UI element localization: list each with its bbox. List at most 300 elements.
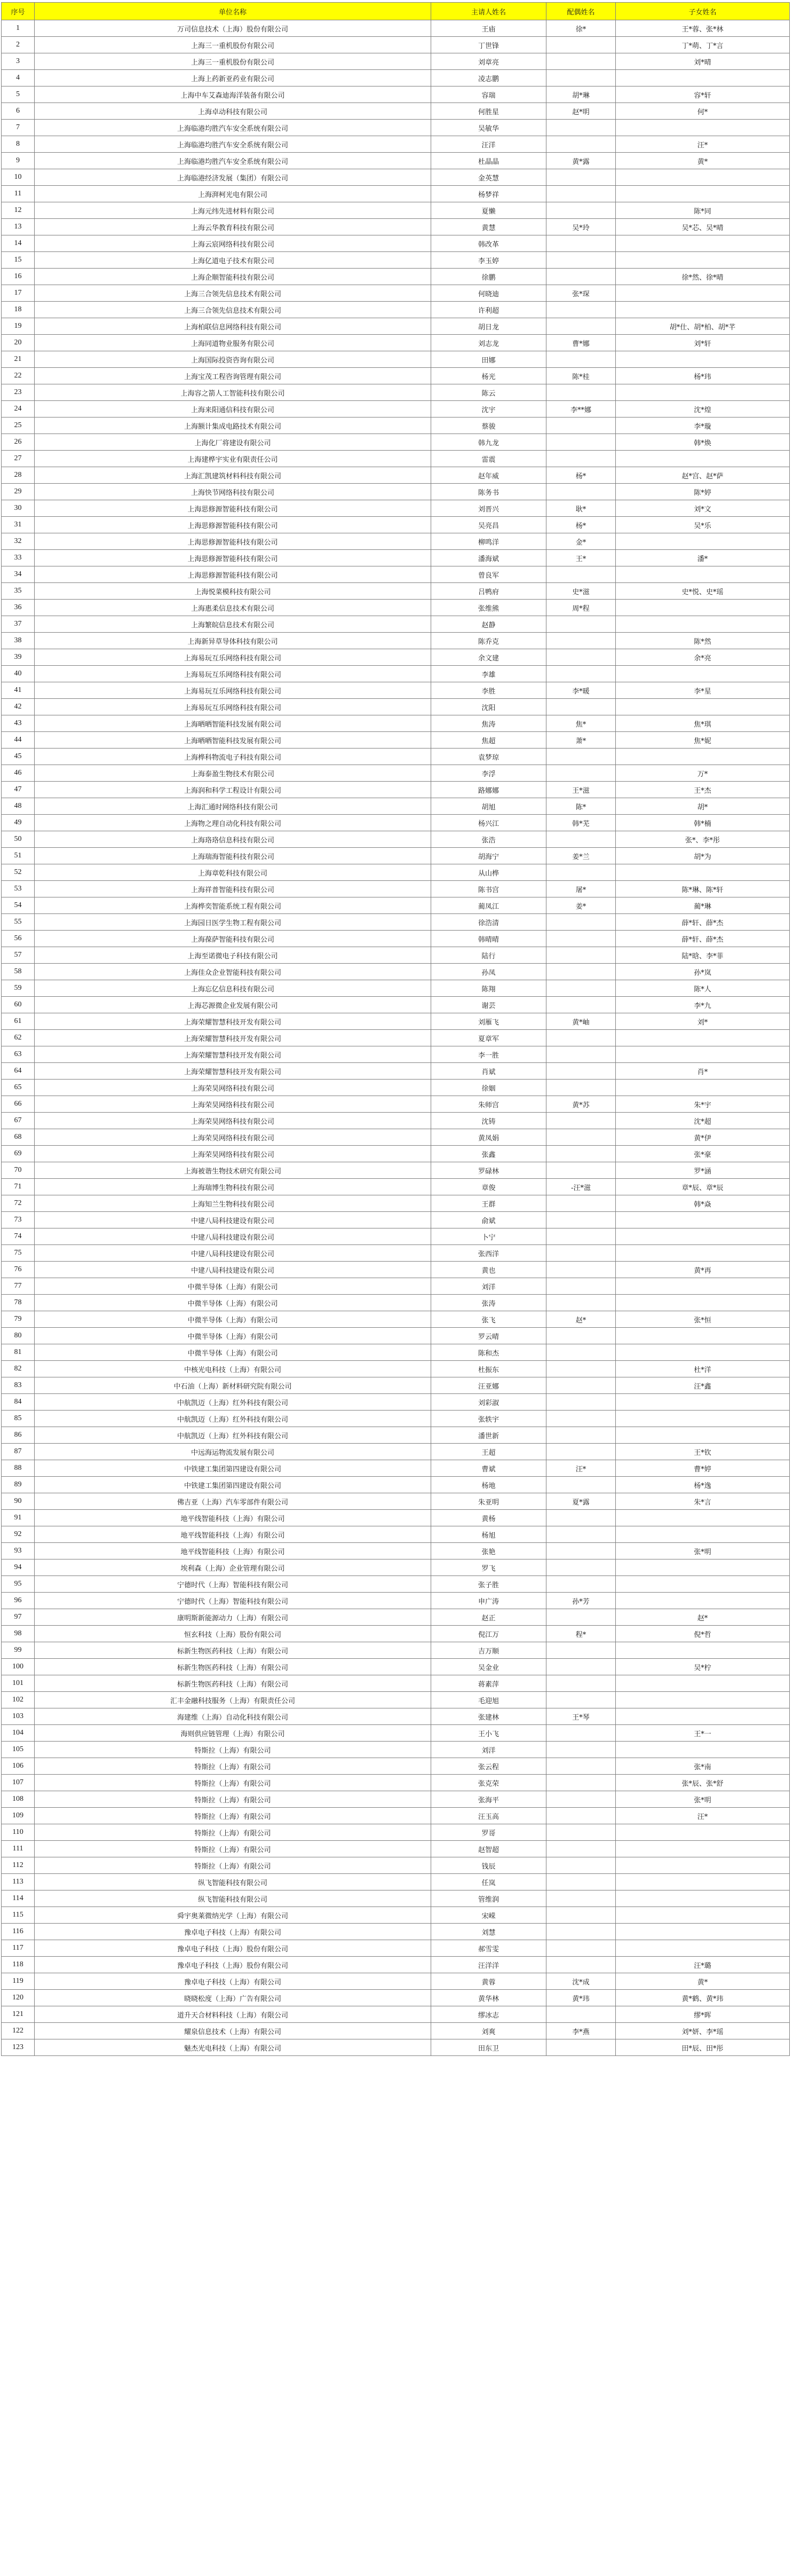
cell-spouse: [546, 2039, 616, 2056]
cell-spouse: [546, 1262, 616, 1278]
cell-applicant: 韩九龙: [431, 434, 546, 451]
table-row: [2, 931, 790, 947]
cell-company: 佛吉亚（上海）汽车零部件有限公司: [35, 1493, 431, 1510]
cell-company: 上海葆萨智能科技有限公司: [35, 931, 431, 947]
table-row: [2, 666, 790, 682]
cell-spouse: [546, 1874, 616, 1890]
table-row: [2, 1808, 790, 1824]
cell-company: 上海荣耀智慧科技开发有限公司: [35, 1013, 431, 1030]
cell-index: 84: [2, 1394, 35, 1411]
cell-spouse: 夏*露: [546, 1493, 616, 1510]
cell-spouse: 孙*芳: [546, 1593, 616, 1609]
cell-spouse: [546, 1113, 616, 1129]
cell-company: 上海易玩互乐网络科技有限公司: [35, 666, 431, 682]
cell-children: [616, 1278, 790, 1295]
cell-children: [616, 1559, 790, 1576]
table-row: [2, 1675, 790, 1692]
cell-spouse: [546, 1377, 616, 1394]
cell-company: 上海思修源智能科技有限公司: [35, 550, 431, 566]
cell-spouse: 史*滋: [546, 583, 616, 600]
cell-index: 74: [2, 1228, 35, 1245]
table-row: [2, 1841, 790, 1857]
cell-children: [616, 1212, 790, 1228]
cell-spouse: [546, 1791, 616, 1808]
cell-company: 康明斯新能源动力（上海）有限公司: [35, 1609, 431, 1626]
cell-spouse: [546, 566, 616, 583]
cell-spouse: [546, 1129, 616, 1146]
cell-company: 上海思修源智能科技有限公司: [35, 500, 431, 517]
cell-applicant: 罗碌林: [431, 1162, 546, 1179]
cell-children: 章*辰、章*辰: [616, 1179, 790, 1195]
table-row: [2, 1394, 790, 1411]
cell-children: 赵*宫、赵*萨: [616, 467, 790, 484]
cell-index: 19: [2, 318, 35, 335]
cell-company: 特斯拉（上海）有限公司: [35, 1775, 431, 1791]
cell-company: 上海汇通时网络科技有限公司: [35, 798, 431, 815]
table-row: [2, 1311, 790, 1328]
cell-index: 71: [2, 1179, 35, 1195]
cell-index: 30: [2, 500, 35, 517]
cell-spouse: 萧*: [546, 732, 616, 749]
cell-index: 72: [2, 1195, 35, 1212]
table-row: [2, 1162, 790, 1179]
cell-index: 101: [2, 1675, 35, 1692]
table-row: [2, 318, 790, 335]
cell-index: 54: [2, 897, 35, 914]
cell-index: 29: [2, 484, 35, 500]
cell-applicant: 肖斌: [431, 1063, 546, 1080]
cell-spouse: [546, 964, 616, 980]
cell-index: 15: [2, 252, 35, 269]
cell-applicant: 王庙: [431, 20, 546, 37]
cell-applicant: 余文建: [431, 649, 546, 666]
cell-spouse: [546, 1195, 616, 1212]
cell-spouse: [546, 1940, 616, 1957]
table-row: [2, 467, 790, 484]
table-row: [2, 980, 790, 997]
table-row: [2, 285, 790, 302]
cell-spouse: [546, 37, 616, 53]
table-row: [2, 120, 790, 136]
cell-spouse: [546, 1576, 616, 1593]
cell-applicant: 刘爽: [431, 2023, 546, 2039]
cell-children: 史*悦、史*瑶: [616, 583, 790, 600]
cell-spouse: [546, 120, 616, 136]
cell-children: [616, 1824, 790, 1841]
table-row: [2, 765, 790, 782]
cell-spouse: 徐*: [546, 20, 616, 37]
cell-applicant: 田娜: [431, 351, 546, 368]
cell-children: 张*明: [616, 1543, 790, 1559]
cell-company: 特斯拉（上海）有限公司: [35, 1824, 431, 1841]
cell-applicant: 吴金业: [431, 1659, 546, 1675]
cell-applicant: 刘彩淑: [431, 1394, 546, 1411]
cell-index: 32: [2, 533, 35, 550]
cell-company: 道升天合材料科技（上海）有限公司: [35, 2006, 431, 2023]
cell-applicant: 李浮: [431, 765, 546, 782]
cell-spouse: [546, 1394, 616, 1411]
cell-children: [616, 1295, 790, 1311]
cell-index: 44: [2, 732, 35, 749]
cell-company: 上海繁皖信息技术有限公司: [35, 616, 431, 633]
cell-applicant: 刘章亮: [431, 53, 546, 70]
cell-children: 刘*轩: [616, 335, 790, 351]
cell-company: 上海企顺智能科技有限公司: [35, 269, 431, 285]
cell-company: 上海三合领先信息技术有限公司: [35, 285, 431, 302]
cell-index: 80: [2, 1328, 35, 1344]
cell-company: 上海荣耀智慧科技开发有限公司: [35, 1063, 431, 1080]
cell-index: 25: [2, 417, 35, 434]
cell-applicant: 沈铸: [431, 1113, 546, 1129]
table-row: [2, 1692, 790, 1708]
cell-company: 特斯拉（上海）有限公司: [35, 1791, 431, 1808]
cell-spouse: 黄*苏: [546, 1096, 616, 1113]
cell-company: 汇丰金融科技服务（上海）有限责任公司: [35, 1692, 431, 1708]
cell-children: [616, 1642, 790, 1659]
cell-applicant: 刘慧: [431, 1924, 546, 1940]
cell-company: 上海荣昊网络科技有限公司: [35, 1080, 431, 1096]
cell-spouse: 曹*娜: [546, 335, 616, 351]
cell-spouse: [546, 1692, 616, 1708]
cell-company: 魅杰光电科技（上海）有限公司: [35, 2039, 431, 2056]
cell-company: 上海元纬先进材料有限公司: [35, 202, 431, 219]
cell-children: 张*辰、张*舒: [616, 1775, 790, 1791]
cell-company: 晓晓松度（上海）广告有限公司: [35, 1990, 431, 2006]
cell-children: 张*、李*彤: [616, 831, 790, 848]
cell-index: 22: [2, 368, 35, 384]
cell-applicant: 汪亚娜: [431, 1377, 546, 1394]
cell-index: 26: [2, 434, 35, 451]
cell-index: 120: [2, 1990, 35, 2006]
cell-applicant: 胡海宁: [431, 848, 546, 864]
cell-spouse: [546, 1543, 616, 1559]
cell-spouse: [546, 1411, 616, 1427]
cell-company: 地平线智能科技（上海）有限公司: [35, 1543, 431, 1559]
cell-company: 上海惠柔信息技术有限公司: [35, 600, 431, 616]
cell-company: 恒玄科技（上海）股份有限公司: [35, 1626, 431, 1642]
cell-spouse: [546, 1907, 616, 1924]
cell-spouse: 姜*: [546, 897, 616, 914]
cell-children: 杨*玮: [616, 368, 790, 384]
cell-children: 余*亮: [616, 649, 790, 666]
cell-index: 100: [2, 1659, 35, 1675]
cell-applicant: 张维熊: [431, 600, 546, 616]
cell-spouse: [546, 186, 616, 202]
cell-index: 5: [2, 86, 35, 103]
cell-spouse: [546, 1344, 616, 1361]
cell-index: 89: [2, 1477, 35, 1493]
cell-company: 中铁建工集团第四建设有限公司: [35, 1460, 431, 1477]
cell-index: 85: [2, 1411, 35, 1427]
cell-index: 14: [2, 235, 35, 252]
cell-applicant: 韩晴晴: [431, 931, 546, 947]
cell-index: 1: [2, 20, 35, 37]
cell-children: 吴*乐: [616, 517, 790, 533]
cell-children: 王*钦: [616, 1444, 790, 1460]
cell-company: 特斯拉（上海）有限公司: [35, 1857, 431, 1874]
cell-spouse: 李**娜: [546, 401, 616, 417]
cell-spouse: 程*: [546, 1626, 616, 1642]
cell-spouse: [546, 997, 616, 1013]
cell-applicant: 管维润: [431, 1890, 546, 1907]
cell-applicant: 汪洋: [431, 136, 546, 153]
cell-applicant: 夏懒: [431, 202, 546, 219]
cell-company: 上海云华教育科技有限公司: [35, 219, 431, 235]
cell-spouse: 胡*琳: [546, 86, 616, 103]
cell-applicant: 陈务书: [431, 484, 546, 500]
cell-spouse: [546, 1642, 616, 1659]
cell-applicant: 黄华林: [431, 1990, 546, 2006]
cell-applicant: 沈阳: [431, 699, 546, 715]
cell-spouse: [546, 864, 616, 881]
cell-children: [616, 1510, 790, 1526]
personnel-table: [1, 2, 790, 2056]
table-row: [2, 1493, 790, 1510]
cell-company: 豫卓电子科技（上海）有限公司: [35, 1924, 431, 1940]
cell-index: 3: [2, 53, 35, 70]
table-row: [2, 1460, 790, 1477]
cell-spouse: [546, 53, 616, 70]
table-row: [2, 550, 790, 566]
table-row: [2, 517, 790, 533]
table-row: [2, 1344, 790, 1361]
cell-index: 113: [2, 1874, 35, 1890]
cell-index: 107: [2, 1775, 35, 1791]
cell-index: 95: [2, 1576, 35, 1593]
cell-company: 上海国际投资咨询有限公司: [35, 351, 431, 368]
cell-company: 上海汇凯建筑材料科技有限公司: [35, 467, 431, 484]
cell-company: 中建八局科技建设有限公司: [35, 1228, 431, 1245]
table-row: [2, 815, 790, 831]
cell-spouse: 杨*: [546, 517, 616, 533]
cell-company: 中远海运物流发展有限公司: [35, 1444, 431, 1460]
cell-index: 110: [2, 1824, 35, 1841]
table-row: [2, 1708, 790, 1725]
cell-spouse: [546, 451, 616, 467]
cell-spouse: [546, 136, 616, 153]
cell-company: 上海额计集成电路技术有限公司: [35, 417, 431, 434]
cell-index: 38: [2, 633, 35, 649]
table-row: [2, 914, 790, 931]
table-row: [2, 434, 790, 451]
cell-children: 张*明: [616, 1791, 790, 1808]
cell-index: 7: [2, 120, 35, 136]
cell-spouse: [546, 831, 616, 848]
cell-company: 上海泰盈生物技术有限公司: [35, 765, 431, 782]
cell-applicant: 杨光: [431, 368, 546, 384]
cell-applicant: 从山桦: [431, 864, 546, 881]
cell-company: 上海忘亿信息科技有限公司: [35, 980, 431, 997]
cell-applicant: 杨旭: [431, 1526, 546, 1543]
cell-children: [616, 285, 790, 302]
table-row: [2, 1593, 790, 1609]
cell-index: 111: [2, 1841, 35, 1857]
cell-index: 20: [2, 335, 35, 351]
cell-index: 90: [2, 1493, 35, 1510]
cell-spouse: [546, 1228, 616, 1245]
cell-company: 万司信息技术（上海）股份有限公司: [35, 20, 431, 37]
cell-company: 上海章乾科技有限公司: [35, 864, 431, 881]
table-row: [2, 633, 790, 649]
cell-applicant: 卜宁: [431, 1228, 546, 1245]
cell-children: 焦*妮: [616, 732, 790, 749]
cell-spouse: 陈*桂: [546, 368, 616, 384]
cell-company: 上海佳众企业智能科技有限公司: [35, 964, 431, 980]
cell-applicant: 孙凤: [431, 964, 546, 980]
cell-spouse: 李*燕: [546, 2023, 616, 2039]
table-row: [2, 1510, 790, 1526]
cell-children: 孙*岚: [616, 964, 790, 980]
cell-applicant: 吕鸭府: [431, 583, 546, 600]
cell-children: 肖*: [616, 1063, 790, 1080]
cell-company: 上海易玩互乐网络科技有限公司: [35, 649, 431, 666]
cell-index: 43: [2, 715, 35, 732]
cell-applicant: 徐姻: [431, 1080, 546, 1096]
cell-company: 上海瑞博生物科技有限公司: [35, 1179, 431, 1195]
cell-index: 112: [2, 1857, 35, 1874]
cell-applicant: 张涛: [431, 1295, 546, 1311]
table-row: [2, 682, 790, 699]
cell-index: 97: [2, 1609, 35, 1626]
cell-spouse: [546, 1742, 616, 1758]
cell-index: 87: [2, 1444, 35, 1460]
cell-spouse: [546, 980, 616, 997]
cell-index: 31: [2, 517, 35, 533]
cell-company: 标新生物医药科技（上海）有限公司: [35, 1659, 431, 1675]
cell-spouse: [546, 1824, 616, 1841]
cell-children: [616, 1046, 790, 1063]
table-row: [2, 1080, 790, 1096]
cell-spouse: [546, 1808, 616, 1824]
cell-company: 上海建桦宇实业有限责任公司: [35, 451, 431, 467]
cell-children: [616, 600, 790, 616]
cell-company: 中微半导体（上海）有限公司: [35, 1328, 431, 1344]
cell-children: 黄*: [616, 153, 790, 169]
cell-children: 赵*: [616, 1609, 790, 1626]
cell-applicant: 刘洋: [431, 1742, 546, 1758]
table-row: [2, 1742, 790, 1758]
cell-children: [616, 384, 790, 401]
table-row: [2, 1245, 790, 1262]
cell-spouse: [546, 1162, 616, 1179]
table-row: [2, 401, 790, 417]
cell-children: [616, 699, 790, 715]
cell-spouse: 张*琛: [546, 285, 616, 302]
cell-children: 曹*婷: [616, 1460, 790, 1477]
table-row: [2, 566, 790, 583]
table-row: [2, 1824, 790, 1841]
cell-children: [616, 1708, 790, 1725]
cell-children: [616, 1427, 790, 1444]
cell-spouse: [546, 1924, 616, 1940]
cell-index: 94: [2, 1559, 35, 1576]
table-row: [2, 1526, 790, 1543]
cell-index: 50: [2, 831, 35, 848]
cell-children: 丁*萌、丁*言: [616, 37, 790, 53]
cell-company: 地平线智能科技（上海）有限公司: [35, 1510, 431, 1526]
cell-company: 上海三一重机股份有限公司: [35, 37, 431, 53]
cell-children: 王*蓉、张*林: [616, 20, 790, 37]
cell-children: 陈*人: [616, 980, 790, 997]
cell-spouse: [546, 1477, 616, 1493]
cell-children: 胡*仕、胡*柏、胡*芊: [616, 318, 790, 335]
cell-company: 上海宝茂工程咨询管理有限公司: [35, 368, 431, 384]
table-row: [2, 235, 790, 252]
cell-applicant: 丁世锋: [431, 37, 546, 53]
cell-spouse: [546, 1080, 616, 1096]
cell-spouse: 赵*明: [546, 103, 616, 120]
cell-applicant: 徐鹏: [431, 269, 546, 285]
cell-applicant: 焦超: [431, 732, 546, 749]
table-row: [2, 1113, 790, 1129]
cell-applicant: 王超: [431, 1444, 546, 1460]
cell-index: 51: [2, 848, 35, 864]
cell-applicant: 赵静: [431, 616, 546, 633]
cell-index: 56: [2, 931, 35, 947]
cell-applicant: 陈翔: [431, 980, 546, 997]
cell-index: 92: [2, 1526, 35, 1543]
cell-spouse: [546, 1278, 616, 1295]
cell-applicant: 申广涛: [431, 1593, 546, 1609]
cell-company: 上海新异草导体科技有限公司: [35, 633, 431, 649]
cell-children: [616, 1030, 790, 1046]
cell-applicant: 赵年威: [431, 467, 546, 484]
cell-children: 陈*琳、陈*轩: [616, 881, 790, 897]
cell-spouse: [546, 1675, 616, 1692]
cell-spouse: [546, 1444, 616, 1460]
cell-index: 93: [2, 1543, 35, 1559]
cell-children: 汪*: [616, 1808, 790, 1824]
cell-children: [616, 1411, 790, 1427]
cell-children: 汪*: [616, 136, 790, 153]
cell-spouse: [546, 749, 616, 765]
cell-company: 上海晒晒智能科技发展有限公司: [35, 715, 431, 732]
cell-spouse: [546, 1609, 616, 1626]
cell-children: 胡*为: [616, 848, 790, 864]
header-cell-company: 单位名称: [35, 3, 431, 20]
cell-children: 沈*超: [616, 1113, 790, 1129]
cell-children: 黄*: [616, 1973, 790, 1990]
cell-spouse: [546, 1890, 616, 1907]
cell-index: 61: [2, 1013, 35, 1030]
cell-children: 何*: [616, 103, 790, 120]
cell-index: 34: [2, 566, 35, 583]
cell-index: 116: [2, 1924, 35, 1940]
cell-index: 23: [2, 384, 35, 401]
cell-company: 中航凯迈（上海）红外科技有限公司: [35, 1411, 431, 1427]
cell-index: 119: [2, 1973, 35, 1990]
cell-children: 陈*同: [616, 202, 790, 219]
cell-company: 上海园日医学生物工程有限公司: [35, 914, 431, 931]
cell-index: 63: [2, 1046, 35, 1063]
cell-children: 王*杰: [616, 782, 790, 798]
cell-company: 上海被谐生物技术研究有限公司: [35, 1162, 431, 1179]
cell-children: 黄*再: [616, 1262, 790, 1278]
table-row: [2, 583, 790, 600]
cell-company: 上海亿道电子技术有限公司: [35, 252, 431, 269]
table-row: [2, 1940, 790, 1957]
cell-applicant: 何胜星: [431, 103, 546, 120]
cell-children: 倪*哲: [616, 1626, 790, 1642]
cell-applicant: 张子胜: [431, 1576, 546, 1593]
cell-children: 蔺*琳: [616, 897, 790, 914]
cell-company: 上海临港经济发展（集团）有限公司: [35, 169, 431, 186]
cell-index: 8: [2, 136, 35, 153]
cell-spouse: [546, 269, 616, 285]
cell-spouse: 杨*: [546, 467, 616, 484]
table-row: [2, 1278, 790, 1295]
cell-index: 45: [2, 749, 35, 765]
